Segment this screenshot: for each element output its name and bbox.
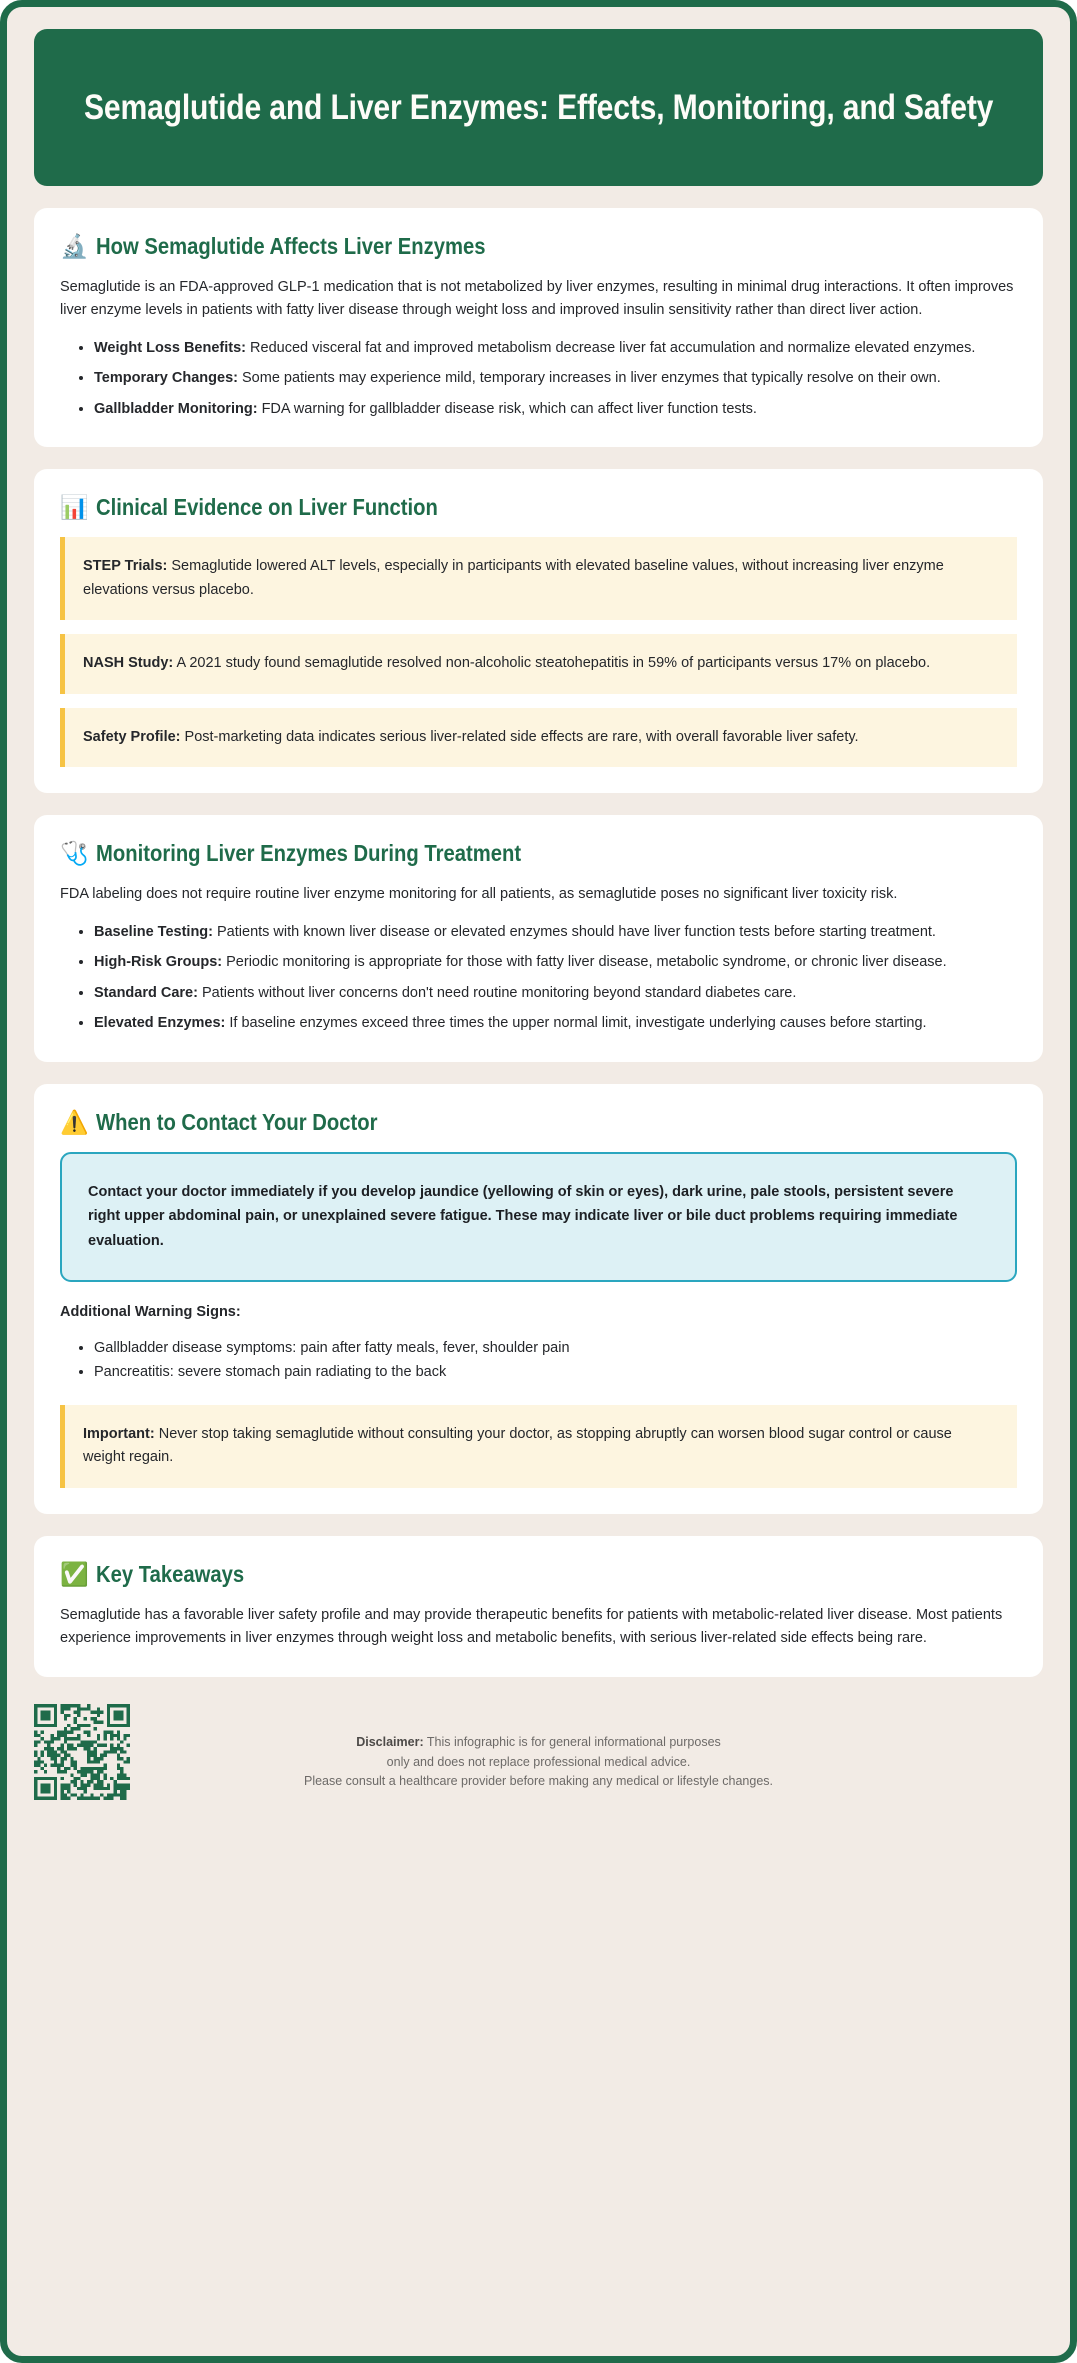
additional-warning-signs-subhead: Additional Warning Signs: <box>60 1303 241 1320</box>
list-item-text: Reduced visceral fat and improved metabolism decrease liver fat accumulation and normalize elevated enzymes. <box>250 339 976 356</box>
warning-signs-list <box>60 1336 1017 1385</box>
note-lead: Safety Profile: <box>83 728 181 745</box>
bar-chart-icon: 📊 <box>60 494 89 521</box>
microscope-icon: 🔬 <box>60 233 89 259</box>
list-item <box>94 921 1017 944</box>
list-item-lead: Standard Care: <box>94 984 198 1001</box>
evidence-note <box>60 634 1017 693</box>
list-item-text: If baseline enzymes exceed three times the upper normal limit, investigate underlying causes before starting. <box>229 1015 927 1032</box>
important-note <box>60 1405 1017 1488</box>
header-banner <box>34 29 1043 186</box>
section-header <box>60 1561 1017 1588</box>
section-header <box>60 840 1017 867</box>
list-item-lead: High-Risk Groups: <box>94 954 223 971</box>
urgent-alert-box: Contact your doctor immediately if you develop jaundice (yellowing of skin or eyes), dark urine, pale stools, persistent severe right upper abdominal pain, or unexplained severe fatigue. These may indicate liver or bile duct problems requiring immediate evaluation. <box>60 1152 1017 1282</box>
section-title: Clinical Evidence on Liver Function <box>96 494 438 521</box>
evidence-note <box>60 708 1017 767</box>
section-key-takeaways <box>34 1536 1043 1677</box>
list-item <box>94 337 1017 360</box>
note-lead: Important: <box>83 1425 155 1442</box>
section-when-to-contact-your-doctor <box>34 1084 1043 1514</box>
section-header <box>60 494 1017 521</box>
list-item <box>94 951 1017 974</box>
section-title: Monitoring Liver Enzymes During Treatment <box>96 840 522 867</box>
list-item-lead: Weight Loss Benefits: <box>94 339 246 356</box>
note-text: Post-marketing data indicates serious liver-related side effects are rare, with overall favorable liver safety. <box>184 728 859 745</box>
list-item-lead: Baseline Testing: <box>94 923 213 940</box>
disclaimer-line-3: Please consult a healthcare provider before making any medical or lifestyle changes. <box>303 1774 773 1789</box>
list-item: • Pancreatitis: severe stomach pain radiating to the back <box>94 1360 1017 1385</box>
note-text: Never stop taking semaglutide without consulting your doctor, as stopping abruptly can worsen blood sugar control or cause weight regain. <box>83 1425 952 1466</box>
list-item-lead: Elevated Enzymes: <box>94 1015 226 1032</box>
stethoscope-icon: 🩺 <box>60 840 89 867</box>
list-item-text: FDA warning for gallbladder disease risk, which can affect liver function tests. <box>261 400 757 417</box>
qr-code-image <box>34 1704 130 1800</box>
list-item-text: Periodic monitoring is appropriate for those with fatty liver disease, metabolic syndrome, or chronic liver disease. <box>226 954 947 971</box>
page-title: Semaglutide and Liver Enzymes: Effects, Monitoring, and Safety <box>83 87 994 127</box>
disclaimer-line-1 <box>34 1733 1043 1753</box>
monitoring-list <box>60 921 1017 1036</box>
list-item-text: Patients without liver concerns don't need routine monitoring beyond standard diabetes care. <box>201 984 797 1001</box>
note-lead: NASH Study: <box>83 655 174 672</box>
section-header <box>60 1109 1017 1136</box>
section-title: Key Takeaways <box>96 1560 245 1587</box>
list-item-lead: Temporary Changes: <box>94 370 238 387</box>
section-title: How Semaglutide Affects Liver Enzymes <box>96 233 486 259</box>
note-text: A 2021 study found semaglutide resolved non-alcoholic steatohepatitis in 59% of participants versus 17% on placebo. <box>176 655 931 672</box>
section-paragraph: Semaglutide has a favorable liver safety profile and may provide therapeutic benefits for patients with metabolic-related liver disease. Most patients experience improvements in liver enzymes through weight loss and metabolic benefits, with serious liver-related side effects being rare. <box>60 1606 1003 1647</box>
section-how-semaglutide-affects-liver-enzymes <box>34 208 1043 447</box>
benefits-list <box>60 337 1017 421</box>
list-item <box>94 1012 1017 1035</box>
note-text: Semaglutide lowered ALT levels, especially in participants with elevated baseline values, without increasing liver enzyme elevations versus placebo. <box>83 558 944 598</box>
evidence-note <box>60 537 1017 620</box>
footer <box>34 1699 1043 1822</box>
disclaimer-text: This infographic is for general informational purposes <box>423 1734 721 1749</box>
section-title: When to Contact Your Doctor <box>96 1108 378 1135</box>
list-item-lead: Gallbladder Monitoring: <box>94 400 258 417</box>
qr-code[interactable] <box>34 1704 130 1800</box>
section-clinical-evidence-on-liver-function <box>34 469 1043 793</box>
list-item-text: Patients with known liver disease or elevated enzymes should have liver function tests before starting treatment. <box>217 923 936 940</box>
section-header <box>60 233 1017 260</box>
list-item <box>94 398 1017 421</box>
note-lead: STEP Trials: <box>83 558 168 575</box>
disclaimer-line-2: only and does not replace professional medical advice. <box>386 1754 691 1769</box>
list-item: • Gallbladder disease symptoms: pain after fatty meals, fever, shoulder pain <box>94 1336 1017 1361</box>
section-paragraph: Semaglutide is an FDA-approved GLP-1 medication that is not metabolized by liver enzymes, resulting in minimal drug interactions. It often improves liver enzyme levels in patients with fatty liver disease through weight loss and improved insulin sensitivity rather than direct liver action. <box>60 279 1014 319</box>
section-monitoring-liver-enzymes-during-treatment <box>34 815 1043 1061</box>
evidence-note-list <box>60 537 1017 767</box>
section-paragraph: FDA labeling does not require routine liver enzyme monitoring for all patients, as semaglutide poses no significant liver toxicity risk. <box>60 886 898 903</box>
list-item-text: Some patients may experience mild, temporary increases in liver enzymes that typically resolve on their own. <box>242 370 941 387</box>
list-item <box>94 982 1017 1005</box>
list-item <box>94 367 1017 390</box>
warning-triangle-icon: ⚠️ <box>60 1108 89 1135</box>
check-mark-box-icon: ✅ <box>60 1560 89 1587</box>
disclaimer-label: Disclaimer: <box>356 1734 424 1749</box>
